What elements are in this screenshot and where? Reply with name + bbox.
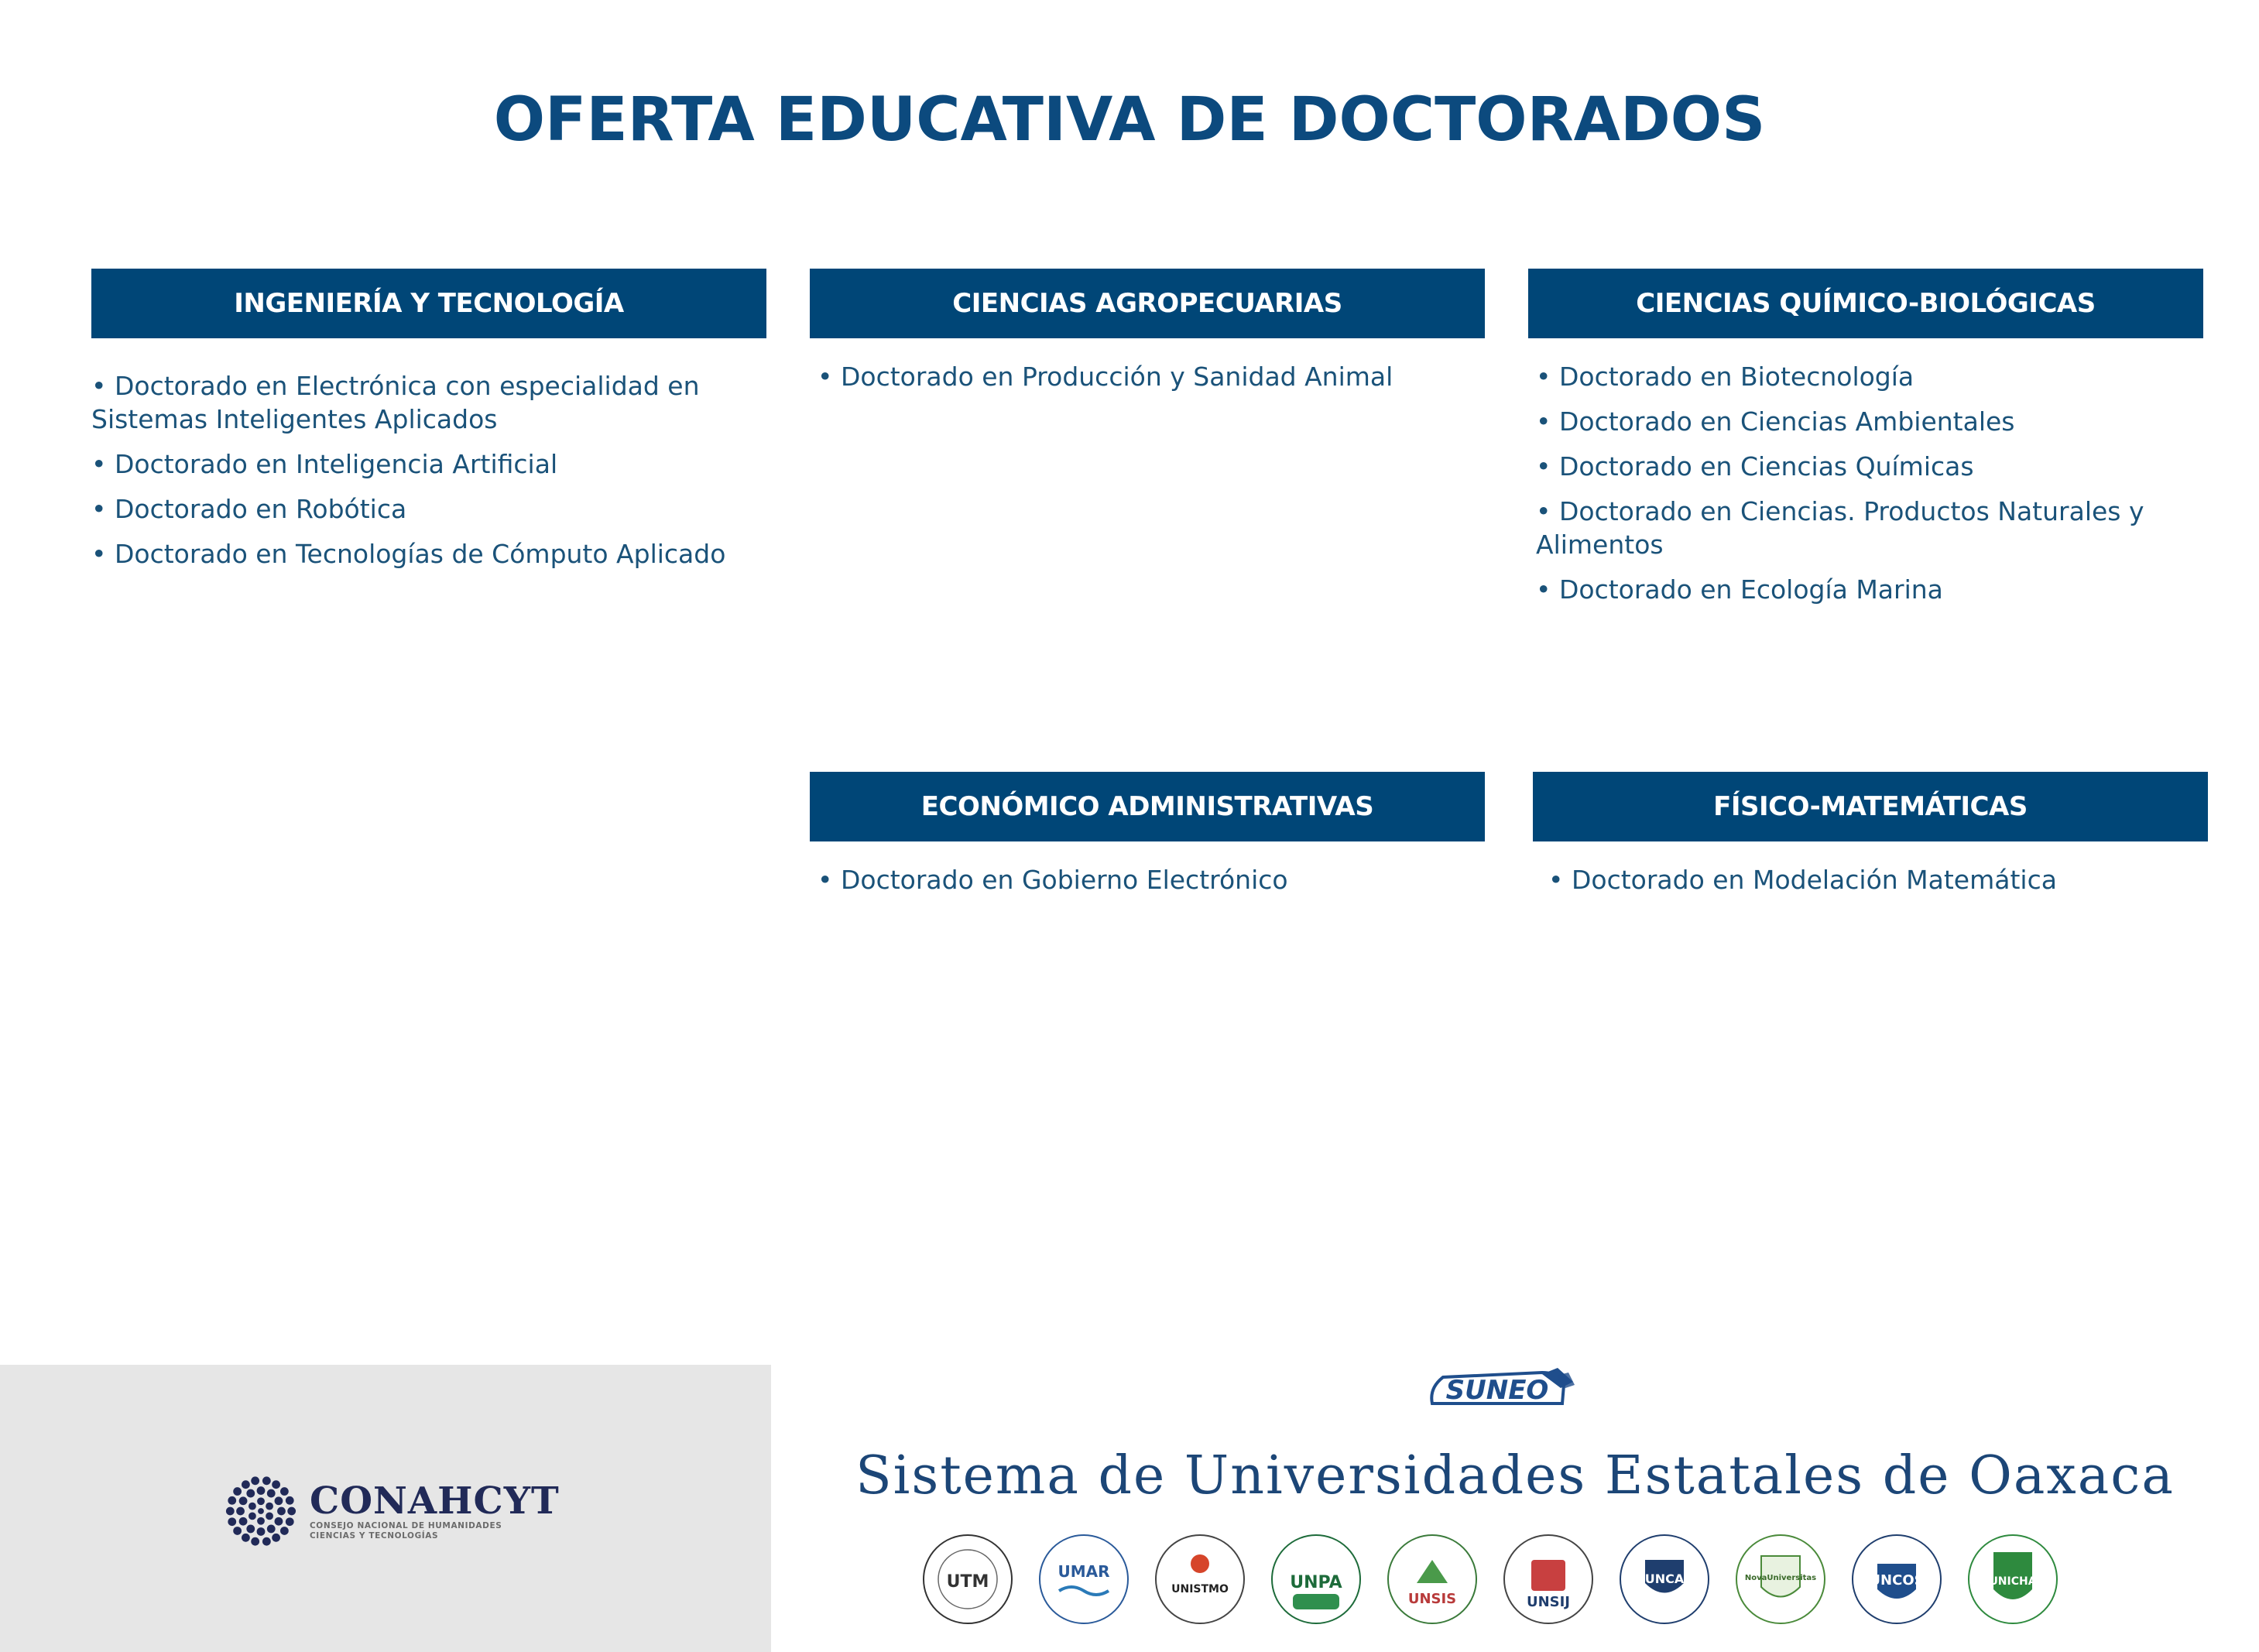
conahcyt-logo [223, 1473, 560, 1549]
uncos-label: UNCOS [1869, 1572, 1925, 1589]
conahcyt-emblem-icon [223, 1473, 299, 1549]
utm-label: UTM [946, 1572, 989, 1592]
program-item: • Doctorado en Ecología Marina [1536, 573, 2196, 606]
utm-logo [924, 1535, 1012, 1623]
program-item: • Doctorado en Tecnologías de Cómputo Aplicado [91, 537, 759, 571]
unsij-label: UNSIJ [1526, 1594, 1571, 1610]
area-header-ingenieria: INGENIERÍA Y TECNOLOGÍA [91, 269, 766, 338]
uncos-logo [1853, 1535, 1941, 1623]
area-header-fisico-matematicas: FÍSICO-MATEMÁTICAS [1533, 772, 2208, 841]
program-list [1528, 338, 2203, 606]
unsis-logo [1388, 1535, 1476, 1623]
program-item: • Doctorado en Modelación Matemática [1548, 863, 2200, 896]
unsij-logo [1504, 1535, 1592, 1623]
unicha-label: UNICHA [1989, 1575, 2037, 1588]
conahcyt-name: CONAHCYT [310, 1479, 560, 1523]
program-item: • Doctorado en Ciencias Químicas [1536, 450, 2196, 483]
umar-label: UMAR [1058, 1562, 1110, 1581]
program-item: • Doctorado en Electrónica con especialidad en Sistemas Inteligentes Aplicados [91, 369, 759, 436]
area-card-fisico-matematicas [1533, 772, 2208, 908]
area-card-economico-administrativas [810, 772, 1485, 908]
conahcyt-panel [0, 1365, 771, 1652]
suneo-label: SUNEO [1445, 1375, 1549, 1406]
unicha-logo [1969, 1535, 2057, 1623]
area-header-economico-administrativas: ECONÓMICO ADMINISTRATIVAS [810, 772, 1485, 841]
program-list [810, 338, 1485, 393]
conahcyt-subtitle: CONSEJO NACIONAL DE HUMANIDADES [310, 1521, 502, 1530]
university-logos [921, 1529, 2098, 1630]
umar-logo [1040, 1535, 1128, 1623]
conahcyt-subtitle: CIENCIAS Y TECNOLOGÍAS [310, 1531, 439, 1541]
unca-label: UNCA [1644, 1571, 1685, 1586]
area-card-ingenieria [91, 269, 766, 582]
program-list [91, 338, 766, 571]
program-item: • Doctorado en Biotecnología [1536, 360, 2196, 393]
program-item: • Doctorado en Ciencias Ambientales [1536, 405, 2196, 438]
system-name: Sistema de Universidades Estatales de Oaxaca [855, 1445, 2175, 1506]
program-list [1533, 841, 2208, 896]
area-card-quimico-biologicas [1528, 269, 2203, 618]
unpa-logo [1272, 1535, 1360, 1623]
program-item: • Doctorado en Robótica [91, 492, 759, 526]
novauniversitas-label: NovaUniversitas [1744, 1574, 1817, 1582]
unistmo-label: UNISTMO [1171, 1583, 1229, 1595]
program-item: • Doctorado en Producción y Sanidad Animal [818, 360, 1477, 393]
area-card-agropecuarias [810, 269, 1485, 405]
unca-logo [1620, 1535, 1709, 1623]
program-item: • Doctorado en Inteligencia Artificial [91, 447, 759, 481]
page-title: OFERTA EDUCATIVA DE DOCTORADOS [493, 85, 1766, 155]
unpa-label: UNPA [1290, 1573, 1342, 1592]
area-header-quimico-biologicas: CIENCIAS QUÍMICO-BIOLÓGICAS [1528, 269, 2203, 338]
novauniversitas-logo [1736, 1535, 1825, 1623]
program-item: • Doctorado en Gobierno Electrónico [818, 863, 1477, 896]
program-list [810, 841, 1485, 896]
program-item: • Doctorado en Ciencias. Productos Naturales y Alimentos [1536, 495, 2196, 561]
suneo-logo [1426, 1365, 1578, 1413]
unistmo-logo [1156, 1535, 1244, 1623]
area-header-agropecuarias: CIENCIAS AGROPECUARIAS [810, 269, 1485, 338]
unsis-label: UNSIS [1407, 1591, 1457, 1607]
